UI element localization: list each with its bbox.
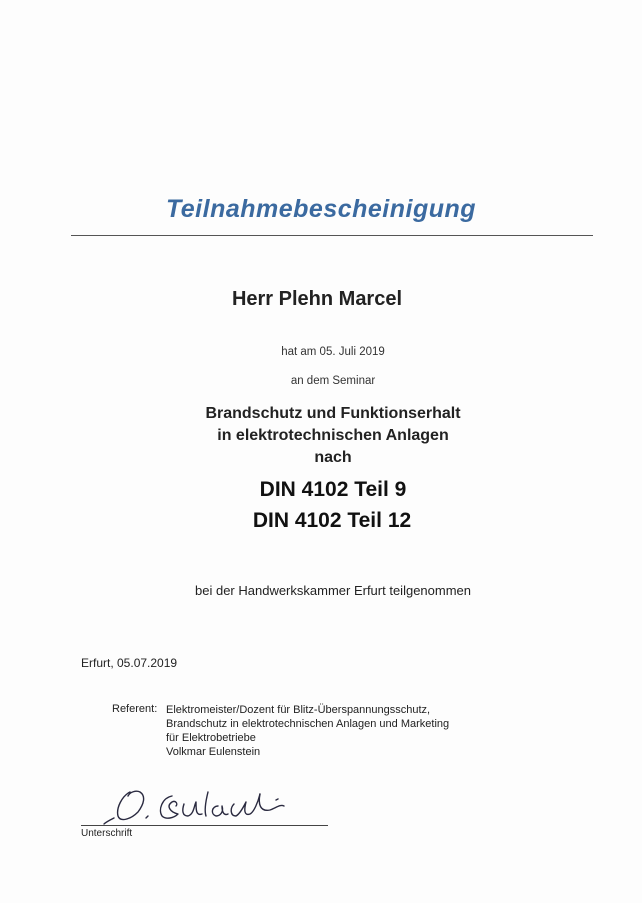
course-title xyxy=(12,403,642,469)
title-underline xyxy=(71,235,593,236)
referent-details xyxy=(166,703,449,759)
referent-line: Brandschutz in elektrotechnischen Anlagen und Marketing xyxy=(166,718,450,730)
course-line: in elektrotechnischen Anlagen xyxy=(217,427,449,444)
course-line: nach xyxy=(314,449,352,466)
referent-line: Elektromeister/Dozent für Blitz-Überspannungsschutz, xyxy=(166,704,431,716)
certificate-title: Teilnahmebescheinigung xyxy=(165,195,477,223)
referent-line: für Elektrobetriebe xyxy=(166,732,256,744)
participant-name: Herr Plehn Marcel xyxy=(231,288,403,310)
standard-line: DIN 4102 Teil 12 xyxy=(252,509,412,532)
signature-label: Unterschrift xyxy=(81,828,133,839)
seminar-intro: an dem Seminar xyxy=(290,375,376,387)
attendance-date: hat am 05. Juli 2019 xyxy=(281,346,385,358)
participation-text: bei der Handwerkskammer Erfurt teilgenommen xyxy=(195,583,471,598)
signature-line xyxy=(81,825,328,826)
place-date: Erfurt, 05.07.2019 xyxy=(81,656,178,670)
referent-label: Referent: xyxy=(112,703,158,715)
course-line: Brandschutz und Funktionserhalt xyxy=(205,405,461,422)
standards xyxy=(12,474,642,536)
referent-line: Volkmar Eulenstein xyxy=(166,746,261,758)
standard-line: DIN 4102 Teil 9 xyxy=(259,478,407,501)
handwritten-signature xyxy=(100,782,300,828)
